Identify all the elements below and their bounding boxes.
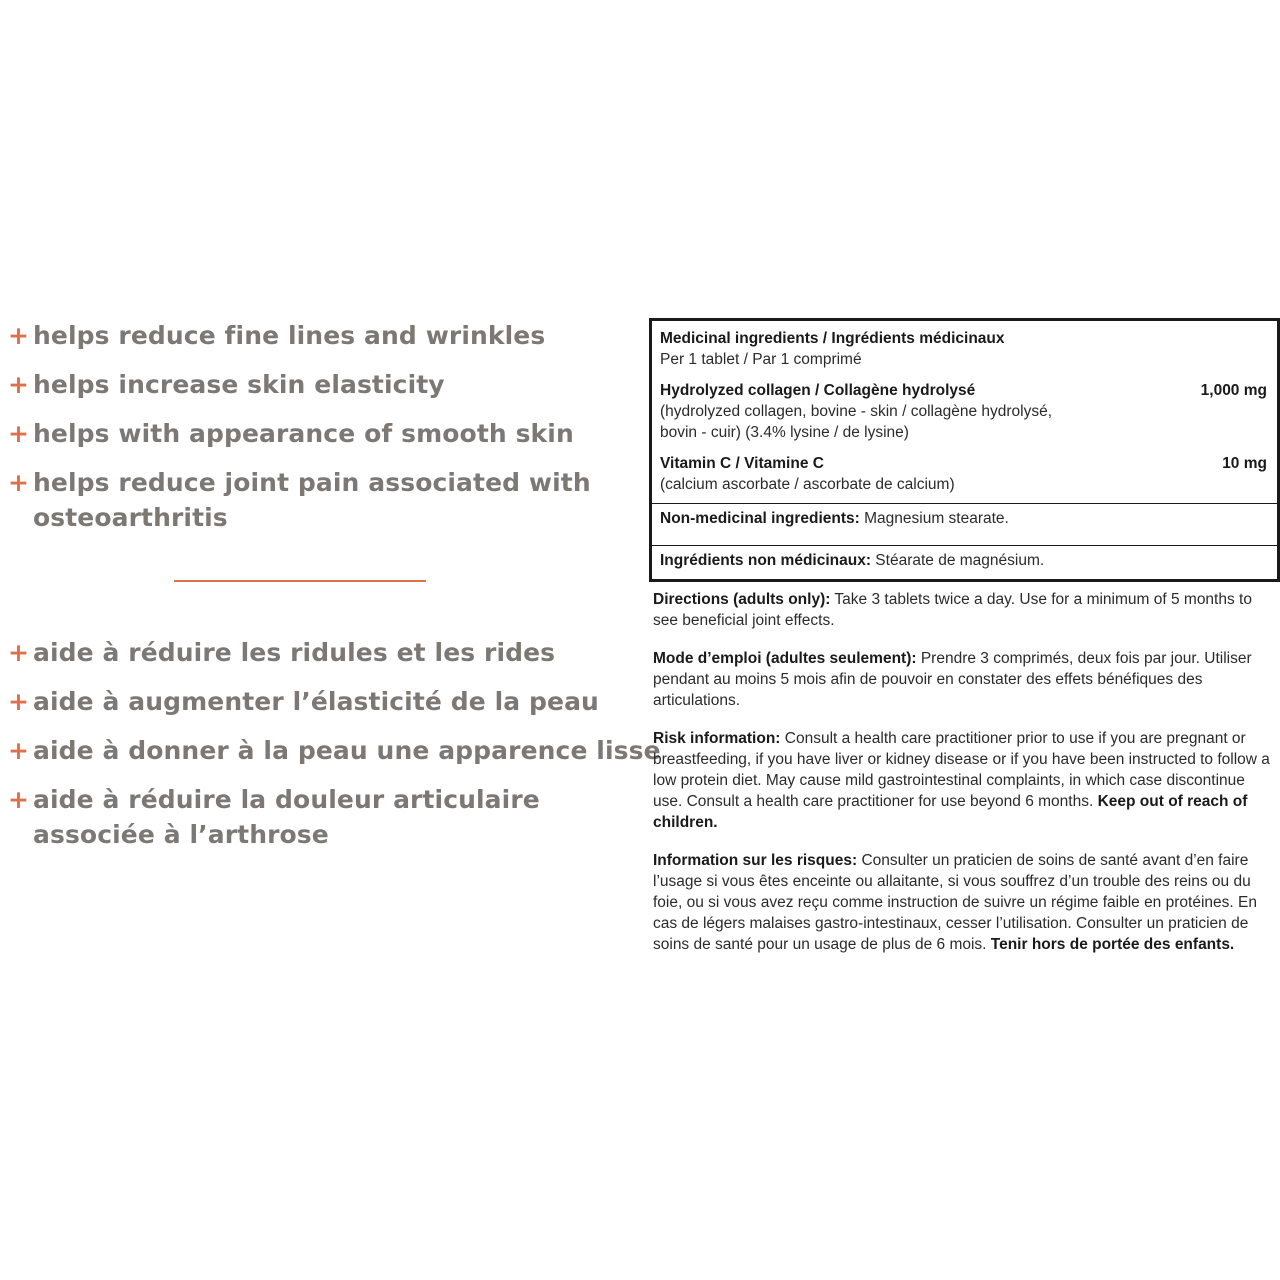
benefit-item [8, 416, 591, 451]
benefit-item [8, 733, 661, 768]
ingredient-amount: 10 mg [1222, 455, 1267, 472]
benefit-text: helps with appearance of smooth skin [33, 419, 574, 448]
non-medicinal-value: Stéarate de magnésium. [871, 552, 1045, 569]
non-medicinal-french [660, 546, 1267, 579]
benefit-text: helps reduce fine lines and wrinkles [33, 321, 546, 350]
plus-icon: + [8, 370, 30, 399]
directions-label: Directions (adults only): [653, 591, 831, 608]
benefit-text: aide à réduire les ridules et les rides [33, 638, 556, 667]
benefits-list-english [8, 318, 591, 549]
benefit-item [8, 465, 591, 535]
non-medicinal-value: Magnesium stearate. [859, 510, 1009, 527]
risk-text: Consult a health care practitioner prior to use if you are pregnant or breastfeeding, if you have liver or kidney disease or if you have been instructed to follow a low protein diet. May cause mild gastrointestinal complaints, in which case discontinue use. Consult a health care practitioner for use beyond 6 months. [653, 730, 1270, 810]
directions-text: Take 3 tablets twice a day. Use for a minimum of 5 months to see beneficial joint effects. [653, 591, 1252, 629]
benefit-text: aide à augmenter l’élasticité de la peau [33, 687, 599, 716]
plus-icon: + [8, 468, 30, 497]
plus-icon: + [8, 638, 30, 667]
per-dose-text: Per 1 tablet / Par 1 comprimé [660, 351, 862, 368]
ingredient-row [660, 380, 1267, 443]
ingredients-box [649, 318, 1280, 582]
ingredient-amount: 1,000 mg [1200, 382, 1267, 399]
section-divider [174, 580, 426, 582]
ingredient-description: (calcium ascorbate / ascorbate de calcium) [660, 476, 955, 493]
benefit-item [8, 318, 591, 353]
directions-text: Prendre 3 comprimés, deux fois par jour. Utiliser pendant au moins 5 mois afin de pouvoir en constater des effets bénéfiques des articulations. [653, 650, 1252, 709]
benefit-text: osteoarthritis [33, 503, 228, 532]
benefit-item [8, 684, 661, 719]
benefit-text: helps reduce joint pain associated with [33, 468, 591, 497]
risk-label: Risk information: [653, 730, 781, 747]
ingredient-description: (hydrolyzed collagen, bovine - skin / collagène hydrolysé, [660, 403, 1053, 420]
benefit-item [8, 635, 661, 670]
risk-warning: Keep out of reach of children. [653, 793, 1248, 831]
benefit-item [8, 782, 661, 852]
benefit-text: helps increase skin elasticity [33, 370, 445, 399]
plus-icon: + [8, 785, 30, 814]
benefit-text: aide à réduire la douleur articulaire [33, 785, 540, 814]
medicinal-ingredients-heading: Medicinal ingredients / Ingrédients médicinaux [660, 330, 1005, 347]
risk-label: Information sur les risques: [653, 852, 858, 869]
product-label-panel [649, 318, 1280, 955]
non-medicinal-label: Non-medicinal ingredients: [660, 510, 860, 527]
ingredient-name: Hydrolyzed collagen / Collagène hydrolysé [660, 382, 976, 399]
non-medicinal-english [660, 504, 1267, 537]
benefit-text: aide à donner à la peau une apparence lisse [33, 736, 661, 765]
directions-french [653, 648, 1280, 711]
non-medicinal-label: Ingrédients non médicinaux: [660, 552, 871, 569]
ingredient-description: bovin - cuir) (3.4% lysine / de lysine) [660, 424, 909, 441]
ingredient-name: Vitamin C / Vitamine C [660, 455, 824, 472]
risk-information-english [653, 728, 1280, 833]
plus-icon: + [8, 321, 30, 350]
plus-icon: + [8, 419, 30, 448]
benefit-item [8, 367, 591, 402]
plus-icon: + [8, 736, 30, 765]
risk-information-french [653, 850, 1280, 955]
ingredient-row [660, 453, 1267, 495]
risk-text: Consulter un praticien de soins de santé avant d’en faire l’usage si vous êtes enceinte ou allaitante, si vous souffrez d’un trouble des reins ou du foie, ou si vous avez reçu comme instruction de suivre un régime faible en protéines. En cas de légers malaises gastro-intestinaux, cesser l’utilisation. Consulter un praticien de soins de santé pour un usage de plus de 6 mois. [653, 852, 1257, 953]
benefits-list-french [8, 635, 661, 866]
directions-english [653, 589, 1280, 631]
benefit-text: associée à l’arthrose [33, 820, 329, 849]
directions-label: Mode d’emploi (adultes seulement): [653, 650, 917, 667]
risk-warning: Tenir hors de portée des enfants. [990, 936, 1235, 953]
plus-icon: + [8, 687, 30, 716]
